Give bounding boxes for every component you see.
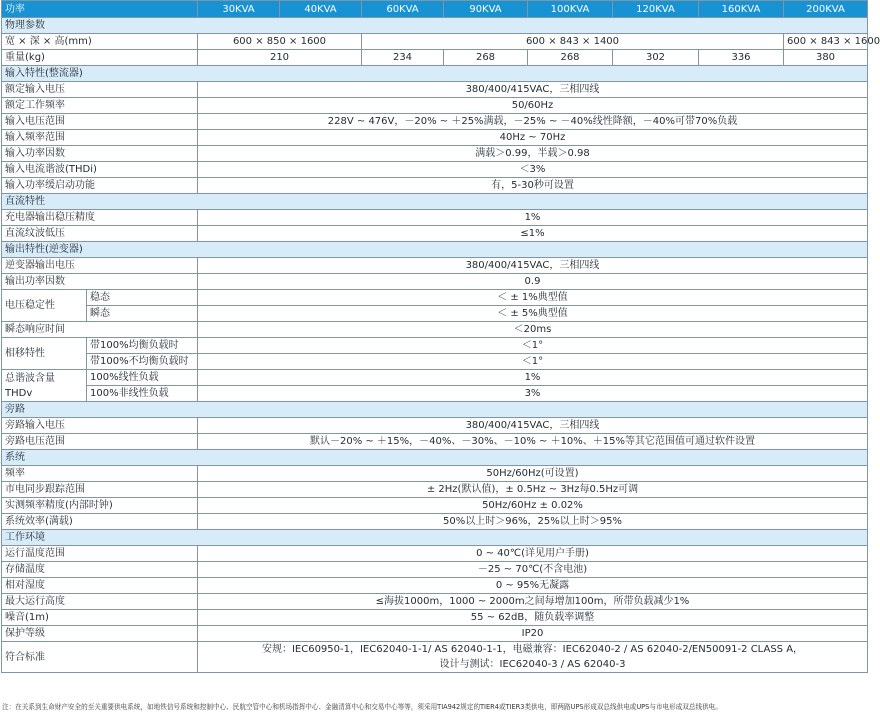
row-label: 宽 × 深 × 高(mm)	[2, 34, 198, 50]
row-label: 符合标准	[2, 642, 198, 673]
row-label: 输入功率缓启动功能	[2, 178, 198, 194]
model-100kva: 100KVA	[528, 1, 613, 18]
table-row	[2, 626, 868, 642]
section-title: 工作环境	[2, 530, 868, 546]
row-value: 0 ~ 40℃(详见用户手册)	[198, 546, 868, 562]
model-30kva: 30KVA	[198, 1, 280, 18]
row-value: ≤海拔1000m，1000 ~ 2000m之间每增加100m，所带负载减少1%	[198, 594, 868, 610]
table-row	[2, 498, 868, 514]
standards-line-2: 设计与测试：IEC62040-3 / AS 62040-3	[439, 659, 626, 670]
standards-value	[198, 642, 868, 673]
row-label: 额定输入电压	[2, 82, 198, 98]
section-input	[2, 66, 868, 82]
row-label: 系统效率(满载)	[2, 514, 198, 530]
row-value: 50/60Hz	[198, 98, 868, 114]
row-value: 380/400/415VAC，三相四线	[198, 418, 868, 434]
section-title: 输出特性(逆变器)	[2, 242, 868, 258]
spec-sheet	[1, 0, 880, 711]
row-value: 380/400/415VAC，三相四线	[198, 258, 868, 274]
table-row	[2, 146, 868, 162]
row-label: 最大运行高度	[2, 594, 198, 610]
table-row	[2, 642, 868, 673]
row-sublabel: 带100%均衡负载时	[87, 338, 198, 354]
table-row	[2, 290, 868, 306]
row-label: 电压稳定性	[2, 290, 87, 322]
row-label-thd	[2, 370, 87, 402]
table-row	[2, 386, 868, 402]
section-env	[2, 530, 868, 546]
row-value: 40Hz ~ 70Hz	[198, 130, 868, 146]
dim-value: 600 × 850 × 1600	[198, 34, 362, 50]
table-row	[2, 418, 868, 434]
spec-table	[1, 0, 880, 673]
table-row	[2, 466, 868, 482]
row-value: 满载＞0.99，半载＞0.98	[198, 146, 868, 162]
row-sublabel: 带100%不均衡负载时	[87, 354, 198, 370]
weight-value: 210	[198, 50, 362, 66]
row-value: 228V ~ 476V，－20% ~ ＋25%满载，－25% ~ －40%线性降额，－40%可带70%负载	[198, 114, 868, 130]
section-title: 物理参数	[2, 18, 868, 34]
table-row	[2, 482, 868, 498]
row-value: －25 ~ 70℃(不含电池)	[198, 562, 868, 578]
section-bypass	[2, 402, 868, 418]
row-label: 保护等级	[2, 626, 198, 642]
row-value: ＜3%	[198, 162, 868, 178]
table-row	[2, 434, 868, 450]
row-label: 逆变器输出电压	[2, 258, 198, 274]
section-dc	[2, 194, 868, 210]
row-label: 存储温度	[2, 562, 198, 578]
row-label: 直流纹波低压	[2, 226, 198, 242]
standards-line-1: 安规：IEC60950-1，IEC62040-1-1/ AS 62040-1-1，电磁兼容：IEC62040-2 / AS 62040-2/EN50091-2 CLASS A，	[261, 644, 804, 655]
table-row	[2, 34, 868, 50]
row-label: 频率	[2, 466, 198, 482]
weight-value: 268	[444, 50, 528, 66]
footnote: 注：在关系到生命财产安全的至关重要供电系统，如地铁信号系统和控制中心、民航空管中心和机场指挥中心、金融清算中心和交易中心等等，须采用TIA942规定的TIER4或TIER3类供电，即两路UPS形成双总线供电或UPS与市电形成双总线供电。	[2, 703, 722, 711]
row-value: 50Hz/60Hz ± 0.02%	[198, 498, 868, 514]
row-label: 实测频率精度(内部时钟)	[2, 498, 198, 514]
row-label: 输出功率因数	[2, 274, 198, 290]
table-row	[2, 210, 868, 226]
row-label: 相移特性	[2, 338, 87, 370]
dim-value: 600 × 843 × 1600	[784, 34, 868, 50]
table-row	[2, 306, 868, 322]
row-sublabel: 瞬态	[87, 306, 198, 322]
table-row	[2, 178, 868, 194]
row-label: 旁路电压范围	[2, 434, 198, 450]
row-label: 输入电流谐波(THDi)	[2, 162, 198, 178]
table-row	[2, 98, 868, 114]
row-label: 输入频率范围	[2, 130, 198, 146]
row-sublabel: 100%线性负载	[87, 370, 198, 386]
table-row	[2, 562, 868, 578]
power-label: 功率	[2, 1, 198, 18]
section-system	[2, 450, 868, 466]
row-value: ＜ ± 5%典型值	[198, 306, 868, 322]
row-value: 1%	[198, 210, 868, 226]
row-value: IP20	[198, 626, 868, 642]
section-output	[2, 242, 868, 258]
table-row	[2, 226, 868, 242]
row-label: 运行温度范围	[2, 546, 198, 562]
table-row	[2, 50, 868, 66]
table-row	[2, 82, 868, 98]
section-title: 输入特性(整流器)	[2, 66, 868, 82]
table-row	[2, 594, 868, 610]
row-label: 噪音(1m)	[2, 610, 198, 626]
row-label: 相对湿度	[2, 578, 198, 594]
table-row	[2, 578, 868, 594]
row-sublabel: 100%非线性负载	[87, 386, 198, 402]
row-value: 50%以上时＞96%，25%以上时＞95%	[198, 514, 868, 530]
row-label: 额定工作频率	[2, 98, 198, 114]
row-value: ＜1°	[198, 354, 868, 370]
section-title: 旁路	[2, 402, 868, 418]
row-value: 默认－20% ~ ＋15%，－40%、－30%、－10% ~ ＋10%、＋15%等其它范围值可通过软件设置	[198, 434, 868, 450]
section-physical	[2, 18, 868, 34]
row-label: 输入电压范围	[2, 114, 198, 130]
row-value: 380/400/415VAC，三相四线	[198, 82, 868, 98]
table-row	[2, 130, 868, 146]
weight-value: 234	[362, 50, 444, 66]
table-row	[2, 322, 868, 338]
section-title: 系统	[2, 450, 868, 466]
model-160kva: 160KVA	[699, 1, 784, 18]
model-120kva: 120KVA	[613, 1, 699, 18]
row-label: THDv	[5, 387, 33, 399]
weight-value: 302	[613, 50, 699, 66]
header-row	[2, 1, 868, 18]
row-label: 瞬态响应时间	[2, 322, 198, 338]
weight-value: 336	[699, 50, 784, 66]
row-value: 3%	[198, 386, 868, 402]
weight-value: 268	[528, 50, 613, 66]
table-row	[2, 114, 868, 130]
row-value: ＜1°	[198, 338, 868, 354]
row-value: 55 ~ 62dB，随负载率调整	[198, 610, 868, 626]
section-title: 直流特性	[2, 194, 868, 210]
row-value: ＜ ± 1%典型值	[198, 290, 868, 306]
table-row	[2, 258, 868, 274]
model-40kva: 40KVA	[280, 1, 362, 18]
model-90kva: 90KVA	[444, 1, 528, 18]
row-value: ＜20ms	[198, 322, 868, 338]
model-60kva: 60KVA	[362, 1, 444, 18]
table-row	[2, 354, 868, 370]
table-row	[2, 274, 868, 290]
row-value: ± 2Hz(默认值)，± 0.5Hz ~ 3Hz每0.5Hz可调	[198, 482, 868, 498]
row-value: 0.9	[198, 274, 868, 290]
table-row	[2, 370, 868, 386]
row-value: ≤1%	[198, 226, 868, 242]
table-row	[2, 546, 868, 562]
row-value: 1%	[198, 370, 868, 386]
row-value: 有，5-30秒可设置	[198, 178, 868, 194]
row-label: 充电器输出稳压精度	[2, 210, 198, 226]
row-value: 50Hz/60Hz(可设置)	[198, 466, 868, 482]
row-label: 重量(kg)	[2, 50, 198, 66]
table-row	[2, 610, 868, 626]
row-sublabel: 稳态	[87, 290, 198, 306]
row-label: 市电同步跟踪范围	[2, 482, 198, 498]
table-row	[2, 162, 868, 178]
table-row	[2, 338, 868, 354]
table-row	[2, 514, 868, 530]
row-label: 输入功率因数	[2, 146, 198, 162]
weight-value: 380	[784, 50, 868, 66]
row-label: 旁路输入电压	[2, 418, 198, 434]
dim-value: 600 × 843 × 1400	[362, 34, 784, 50]
model-200kva: 200KVA	[784, 1, 868, 18]
row-value: 0 ~ 95%无凝露	[198, 578, 868, 594]
row-label: 总谐波含量	[5, 372, 55, 384]
